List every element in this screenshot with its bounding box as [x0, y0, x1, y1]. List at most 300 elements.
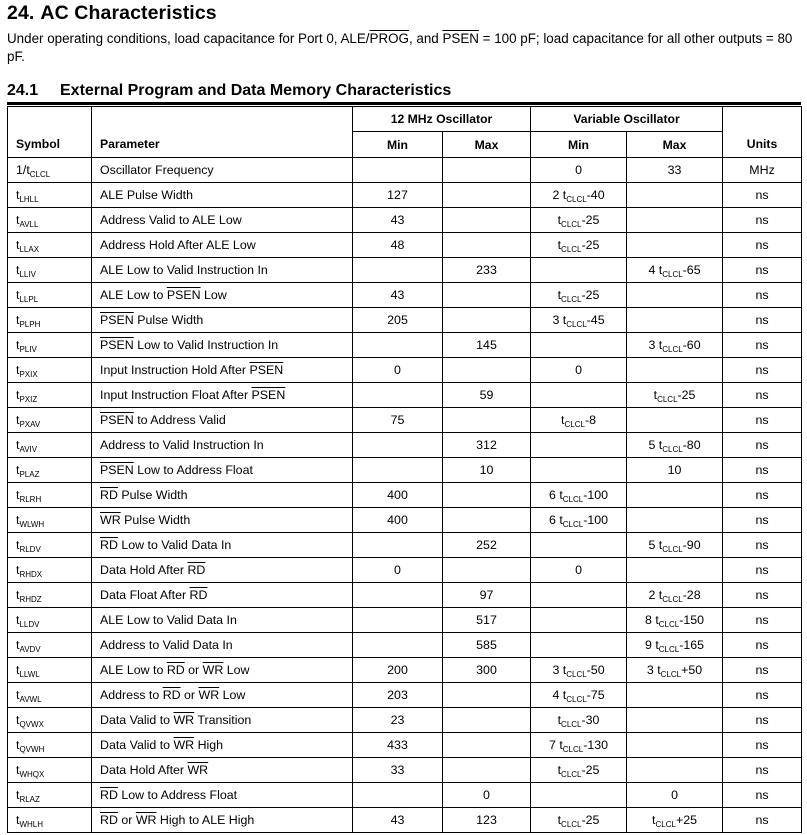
section-heading	[7, 2, 217, 25]
text-segment: -28	[682, 588, 701, 602]
symbol-text: t	[16, 288, 20, 302]
subscript: CLCL	[566, 670, 587, 679]
text-segment: Low	[223, 663, 250, 677]
text-segment: Address to	[100, 688, 163, 702]
12mhz-max-cell	[443, 483, 531, 508]
symbol-text: t	[16, 588, 20, 602]
text-segment: -80	[682, 438, 701, 452]
symbol-cell	[8, 708, 92, 733]
header-12mhz-min: Min	[353, 132, 443, 158]
12mhz-max-cell	[443, 283, 531, 308]
variable-min-cell	[531, 183, 627, 208]
symbol-cell	[8, 233, 92, 258]
symbol-subscript: PXIX	[19, 370, 38, 379]
12mhz-max-cell	[443, 708, 531, 733]
parameter-cell	[92, 358, 353, 383]
table-row	[8, 533, 802, 558]
table-row	[8, 633, 802, 658]
header-row-groups	[8, 107, 802, 132]
12mhz-min-cell	[353, 608, 443, 633]
text-segment: -65	[682, 263, 701, 277]
text-segment: 3 t	[552, 313, 567, 327]
symbol-cell	[8, 633, 92, 658]
symbol-subscript: LHLL	[19, 195, 39, 204]
symbol-subscript: RHDZ	[19, 595, 42, 604]
table-row	[8, 308, 802, 333]
text-segment: Address Valid to ALE Low	[100, 213, 242, 227]
12mhz-min-cell: 75	[353, 408, 443, 433]
variable-max-cell	[627, 558, 723, 583]
text-segment: -25	[581, 813, 600, 827]
subsection-number: 24.1	[7, 82, 39, 99]
variable-min-cell	[531, 708, 627, 733]
header-12mhz-max: Max	[443, 132, 531, 158]
12mhz-max-cell	[443, 758, 531, 783]
symbol-cell	[8, 158, 92, 183]
units-cell: ns	[723, 383, 802, 408]
text-segment: 10	[667, 463, 682, 477]
active-low-signal: $\overline{WR}$	[187, 763, 209, 777]
variable-min-cell	[531, 808, 627, 833]
text-segment: 6 t	[548, 488, 563, 502]
subsection-title: External Program and Data Memory Characteristics	[60, 82, 452, 99]
units-cell: ns	[723, 208, 802, 233]
symbol-subscript: LLDV	[19, 620, 40, 629]
variable-min-cell	[531, 433, 627, 458]
active-low-signal: PSEN	[251, 388, 286, 402]
subscript: CLCL	[562, 495, 584, 504]
text-segment: 33	[667, 163, 682, 177]
text-segment: Transition	[194, 713, 252, 727]
units-cell: ns	[723, 508, 802, 533]
variable-min-cell	[531, 383, 627, 408]
intro-prog-signal: PROG	[369, 31, 409, 46]
text-segment: -75	[586, 688, 605, 702]
12mhz-min-cell	[353, 333, 443, 358]
table-row	[8, 483, 802, 508]
symbol-text: t	[16, 338, 20, 352]
parameter-cell	[92, 308, 353, 333]
symbol-cell	[8, 733, 92, 758]
symbol-subscript: LLWL	[19, 670, 40, 679]
active-low-signal: PSEN	[166, 288, 201, 302]
header-variable-max: Max	[627, 132, 723, 158]
units-cell: MHz	[723, 158, 802, 183]
table-row	[8, 783, 802, 808]
variable-min-cell	[531, 308, 627, 333]
active-low-signal: $\overline{WR}$	[100, 513, 121, 527]
symbol-cell	[8, 358, 92, 383]
text-segment: ALE Low to Valid Data In	[100, 613, 237, 627]
symbol-cell	[8, 383, 92, 408]
symbol-subscript: WHQX	[19, 770, 45, 779]
symbol-text: t	[16, 613, 20, 627]
text-segment: -25	[581, 763, 600, 777]
12mhz-max-cell	[443, 233, 531, 258]
subscript: CLCL	[662, 595, 683, 604]
intro-text: = 100 pF; load capacitance for all other outputs = 80 pF.	[7, 31, 793, 64]
parameter-cell	[92, 458, 353, 483]
table-row	[8, 208, 802, 233]
symbol-cell	[8, 658, 92, 683]
symbol-subscript: PXIZ	[19, 395, 38, 404]
12mhz-max-cell	[443, 158, 531, 183]
symbol-text: t	[16, 213, 20, 227]
parameter-cell	[92, 283, 353, 308]
text-segment: Input Instruction Hold After	[100, 363, 250, 377]
symbol-cell	[8, 308, 92, 333]
variable-max-cell	[627, 733, 723, 758]
units-cell: ns	[723, 533, 802, 558]
symbol-text: t	[16, 638, 20, 652]
units-cell: ns	[723, 183, 802, 208]
subscript: CLCL	[658, 645, 680, 654]
subscript: CLCL	[561, 770, 582, 779]
parameter-cell	[92, 158, 353, 183]
12mhz-min-cell	[353, 533, 443, 558]
text-segment: 7 t	[548, 738, 563, 752]
text-segment: Low	[200, 288, 227, 302]
variable-max-cell	[627, 508, 723, 533]
12mhz-min-cell: 400	[353, 508, 443, 533]
variable-max-cell	[627, 308, 723, 333]
active-low-signal: $\overline{RD}$	[189, 588, 208, 602]
symbol-cell	[8, 683, 92, 708]
active-low-signal: $\overline{WR}$	[198, 688, 220, 702]
subscript: CLCL	[566, 195, 587, 204]
table-row	[8, 758, 802, 783]
text-segment: -100	[583, 488, 609, 502]
symbol-cell	[8, 558, 92, 583]
subscript: CLCL	[562, 520, 584, 529]
12mhz-min-cell: 400	[353, 483, 443, 508]
symbol-text: t	[16, 488, 20, 502]
symbol-subscript: PLIV	[19, 345, 37, 354]
12mhz-min-cell	[353, 158, 443, 183]
variable-max-cell	[627, 408, 723, 433]
12mhz-min-cell: 200	[353, 658, 443, 683]
subscript: CLCL	[662, 445, 683, 454]
variable-min-cell	[531, 508, 627, 533]
text-segment: -40	[586, 188, 605, 202]
section-intro	[7, 30, 803, 65]
intro-text: Under operating conditions, load capacitance for Port 0, ALE/	[7, 31, 370, 46]
active-low-signal: $\overline{WR}$	[202, 663, 224, 677]
subscript: CLCL	[561, 295, 582, 304]
text-segment: t	[557, 213, 562, 227]
variable-min-cell	[531, 558, 627, 583]
variable-max-cell	[627, 208, 723, 233]
text-segment: Low	[219, 688, 246, 702]
text-segment: 5 t	[648, 438, 663, 452]
text-segment: 2 t	[648, 588, 663, 602]
active-low-signal: $\overline{WR}$	[135, 813, 157, 827]
subscript: CLCL	[655, 820, 676, 829]
12mhz-max-cell	[443, 183, 531, 208]
table-row	[8, 583, 802, 608]
symbol-subscript: AVIV	[19, 445, 38, 454]
subscript: CLCL	[564, 420, 585, 429]
12mhz-min-cell	[353, 633, 443, 658]
text-segment: 0	[575, 163, 582, 177]
12mhz-min-cell	[353, 433, 443, 458]
text-segment: 6 t	[548, 513, 563, 527]
text-segment: t	[557, 238, 562, 252]
text-segment: -60	[682, 338, 701, 352]
symbol-text: t	[16, 413, 20, 427]
variable-min-cell	[531, 233, 627, 258]
symbol-subscript: PLAZ	[19, 470, 40, 479]
variable-max-cell	[627, 258, 723, 283]
variable-max-cell	[627, 433, 723, 458]
12mhz-min-cell: 43	[353, 808, 443, 833]
active-low-signal: $\overline{WR}$	[173, 738, 195, 752]
units-cell: ns	[723, 433, 802, 458]
header-variable-oscillator: Variable Oscillator	[531, 107, 723, 132]
12mhz-min-cell: 43	[353, 208, 443, 233]
text-segment: 8 t	[645, 613, 659, 627]
table-row	[8, 183, 802, 208]
text-segment: -8	[584, 413, 596, 427]
subscript: CLCL	[561, 245, 582, 254]
variable-max-cell	[627, 633, 723, 658]
symbol-text: t	[16, 713, 20, 727]
subscript: CLCL	[660, 670, 682, 679]
symbol-subscript: RLDV	[19, 545, 41, 554]
12mhz-min-cell: 48	[353, 233, 443, 258]
text-segment: t	[557, 763, 562, 777]
units-cell: ns	[723, 733, 802, 758]
units-cell: ns	[723, 608, 802, 633]
text-segment: Low to Valid Data In	[117, 538, 232, 552]
table-row	[8, 733, 802, 758]
active-low-signal: $\overline{RD}$	[100, 813, 118, 827]
text-segment: Pulse Width	[133, 313, 204, 327]
text-segment: -25	[581, 238, 600, 252]
variable-min-cell	[531, 658, 627, 683]
variable-min-cell	[531, 758, 627, 783]
parameter-cell	[92, 383, 353, 408]
text-segment: 0	[575, 563, 582, 577]
variable-max-cell	[627, 283, 723, 308]
parameter-cell	[92, 533, 353, 558]
text-segment: -25	[581, 288, 600, 302]
text-segment: High to ALE High	[156, 813, 255, 827]
units-cell: ns	[723, 333, 802, 358]
variable-min-cell	[531, 483, 627, 508]
12mhz-min-cell	[353, 583, 443, 608]
variable-max-cell	[627, 358, 723, 383]
text-segment: t	[557, 813, 562, 827]
symbol-cell	[8, 758, 92, 783]
units-cell: ns	[723, 808, 802, 833]
symbol-subscript: LLAX	[19, 245, 40, 254]
symbol-text: 1/t	[16, 163, 30, 177]
text-segment: Low to Address Float	[117, 788, 238, 802]
12mhz-min-cell: 0	[353, 558, 443, 583]
symbol-subscript: AVDV	[19, 645, 41, 654]
12mhz-max-cell	[443, 408, 531, 433]
symbol-subscript: RLAZ	[19, 795, 40, 804]
units-cell: ns	[723, 408, 802, 433]
12mhz-min-cell: 23	[353, 708, 443, 733]
units-cell: ns	[723, 758, 802, 783]
text-segment: 3 t	[646, 663, 661, 677]
parameter-cell	[92, 183, 353, 208]
subscript: CLCL	[662, 270, 683, 279]
text-segment: ALE Pulse Width	[100, 188, 193, 202]
12mhz-max-cell	[443, 358, 531, 383]
units-cell: ns	[723, 658, 802, 683]
text-segment: Pulse Width	[117, 488, 188, 502]
parameter-cell	[92, 758, 353, 783]
subscript: CLCL	[561, 220, 582, 229]
variable-max-cell	[627, 483, 723, 508]
symbol-subscript: LLIV	[19, 270, 36, 279]
variable-min-cell	[531, 333, 627, 358]
text-segment: +50	[681, 663, 703, 677]
text-segment: Address to Valid Data In	[100, 638, 233, 652]
active-low-signal: $\overline{RD}$	[100, 488, 118, 502]
table-row	[8, 233, 802, 258]
text-segment: Oscillator Frequency	[100, 163, 214, 177]
text-segment: Data Hold After	[100, 563, 188, 577]
variable-min-cell	[531, 258, 627, 283]
symbol-cell	[8, 808, 92, 833]
symbol-subscript: AVLL	[19, 220, 39, 229]
12mhz-max-cell: 0	[443, 783, 531, 808]
units-cell: ns	[723, 258, 802, 283]
text-segment: -25	[677, 388, 696, 402]
section-title: AC Characteristics	[40, 2, 217, 24]
parameter-cell	[92, 608, 353, 633]
active-low-signal: PSEN	[100, 413, 134, 427]
variable-min-cell	[531, 783, 627, 808]
units-cell: ns	[723, 633, 802, 658]
text-segment: 2 t	[552, 188, 567, 202]
symbol-text: t	[16, 313, 20, 327]
table-row	[8, 708, 802, 733]
variable-max-cell	[627, 683, 723, 708]
text-segment: -100	[583, 513, 609, 527]
table-row	[8, 383, 802, 408]
units-cell: ns	[723, 283, 802, 308]
table-row	[8, 333, 802, 358]
12mhz-min-cell: 33	[353, 758, 443, 783]
12mhz-min-cell	[353, 383, 443, 408]
symbol-cell	[8, 458, 92, 483]
variable-max-cell	[627, 183, 723, 208]
parameter-cell	[92, 658, 353, 683]
variable-max-cell	[627, 583, 723, 608]
units-cell: ns	[723, 233, 802, 258]
text-segment: +25	[675, 813, 697, 827]
table-row	[8, 408, 802, 433]
variable-max-cell	[627, 758, 723, 783]
parameter-cell	[92, 508, 353, 533]
text-segment: t	[561, 413, 565, 427]
text-segment: t	[652, 813, 656, 827]
symbol-text: t	[16, 763, 20, 777]
units-cell: ns	[723, 458, 802, 483]
text-segment: 9 t	[645, 638, 659, 652]
parameter-cell	[92, 408, 353, 433]
text-segment: t	[557, 713, 562, 727]
active-low-signal: PSEN	[100, 338, 134, 352]
table-row	[8, 683, 802, 708]
text-segment: 5 t	[648, 538, 663, 552]
text-segment: Pulse Width	[120, 513, 191, 527]
symbol-cell	[8, 508, 92, 533]
12mhz-max-cell: 517	[443, 608, 531, 633]
subsection-heading	[7, 82, 451, 100]
symbol-cell	[8, 483, 92, 508]
parameter-cell	[92, 683, 353, 708]
characteristics-table	[7, 106, 802, 833]
subscript: CLCL	[562, 745, 584, 754]
text-segment: Low to Address Float	[133, 463, 253, 477]
units-cell: ns	[723, 583, 802, 608]
header-units: Units	[723, 107, 802, 158]
12mhz-min-cell: 203	[353, 683, 443, 708]
text-segment: to Address Valid	[133, 413, 226, 427]
text-segment: or	[180, 688, 199, 702]
12mhz-max-cell	[443, 733, 531, 758]
units-cell: ns	[723, 683, 802, 708]
parameter-cell	[92, 583, 353, 608]
parameter-cell	[92, 258, 353, 283]
symbol-subscript: PXAV	[19, 420, 41, 429]
text-segment: Data Valid to	[100, 713, 174, 727]
variable-max-cell	[627, 533, 723, 558]
symbol-subscript: LLPL	[19, 295, 39, 304]
text-segment: 4 t	[552, 688, 567, 702]
variable-max-cell	[627, 658, 723, 683]
text-segment: 3 t	[648, 338, 663, 352]
12mhz-min-cell	[353, 783, 443, 808]
parameter-cell	[92, 558, 353, 583]
text-segment: -50	[586, 663, 605, 677]
12mhz-max-cell: 10	[443, 458, 531, 483]
active-low-signal: PSEN	[100, 463, 134, 477]
intro-psen-signal: PSEN	[442, 31, 479, 46]
active-low-signal: PSEN	[249, 363, 284, 377]
table-row	[8, 508, 802, 533]
variable-min-cell	[531, 408, 627, 433]
symbol-text: t	[16, 438, 20, 452]
12mhz-max-cell	[443, 508, 531, 533]
symbol-subscript: QVWH	[19, 745, 45, 754]
symbol-cell	[8, 333, 92, 358]
12mhz-max-cell	[443, 308, 531, 333]
text-segment: 0	[671, 788, 678, 802]
symbol-subscript: QVWX	[19, 720, 44, 729]
symbol-subscript: CLCL	[29, 170, 51, 179]
parameter-cell	[92, 783, 353, 808]
symbol-cell	[8, 183, 92, 208]
symbol-text: t	[16, 738, 20, 752]
parameter-cell	[92, 733, 353, 758]
variable-min-cell	[531, 733, 627, 758]
symbol-subscript: WHLH	[19, 820, 44, 829]
variable-max-cell	[627, 808, 723, 833]
symbol-text: t	[16, 238, 20, 252]
text-segment: Data Valid to	[100, 738, 174, 752]
text-segment: 0	[575, 363, 582, 377]
variable-max-cell	[627, 333, 723, 358]
symbol-text: t	[16, 363, 20, 377]
variable-min-cell	[531, 458, 627, 483]
